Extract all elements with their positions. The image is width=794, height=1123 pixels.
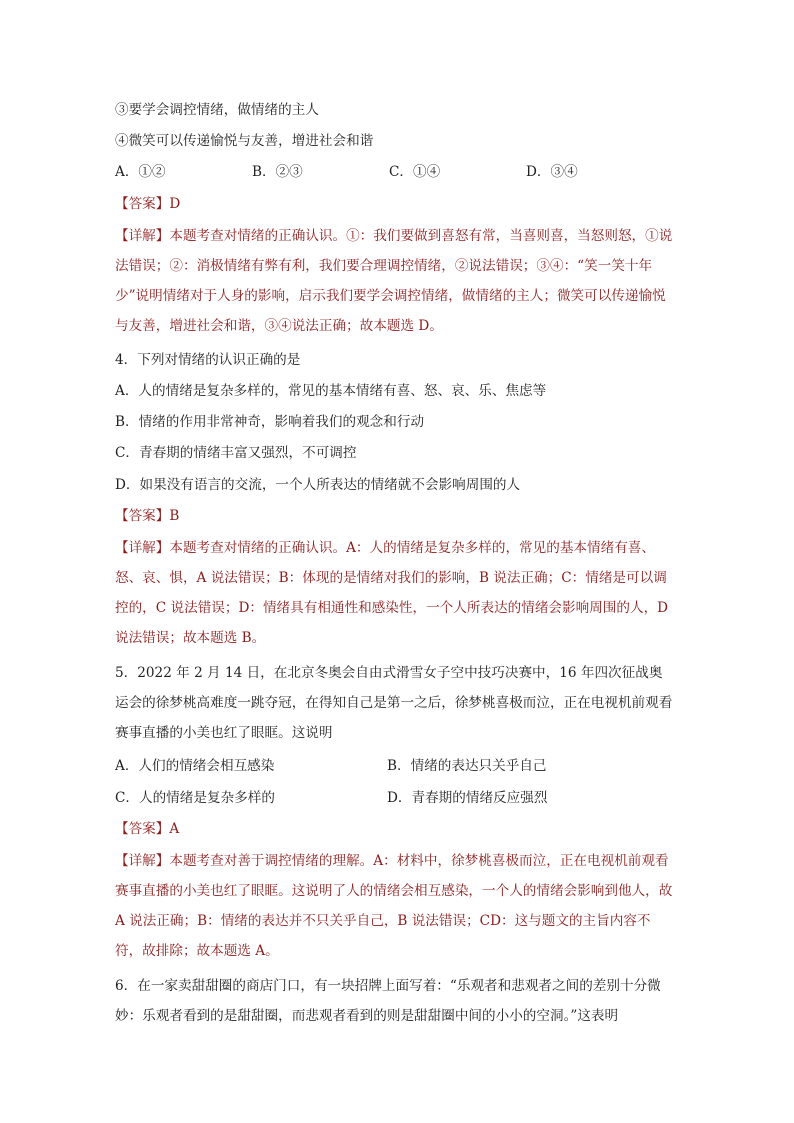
q4-answer	[115, 505, 675, 527]
q5-answer	[115, 818, 675, 840]
q3-item3: ③要学会调控情绪，做情绪的主人	[115, 102, 319, 118]
q5-option-c: C．人的情绪是复杂多样的	[115, 790, 275, 806]
q3-answer	[115, 193, 675, 215]
q4-stem: 4．下列对情绪的认识正确的是	[115, 352, 301, 368]
q4-detail	[115, 533, 675, 653]
q3-detail	[115, 221, 675, 341]
detail-label: 【详解】	[115, 853, 170, 869]
answer-value: A	[169, 821, 180, 837]
q5-stem: 5．2022 年 2 月 14 日，在北京冬奥会自由式滑雪女子空中技巧决赛中，16 年四次征战奥运会的徐梦桃高难度一跳夺冠，在得知自己是第一之后，徐梦桃喜极而泣，正在电视机前观看赛事直播的小美也红了眼眶。这说明	[115, 665, 673, 741]
q3-item4: ④微笑可以传递愉悦与友善，增进社会和谐	[115, 133, 374, 149]
q4-option-c: C．青春期的情绪丰富又强烈，不可调控	[115, 445, 357, 461]
q5-option-d: D．青春期的情绪反应强烈	[387, 790, 548, 806]
answer-label: 【答案】	[115, 196, 170, 212]
q3-options	[115, 161, 675, 183]
answer-label: 【答案】	[115, 821, 170, 837]
answer-value: B	[169, 508, 180, 524]
q6-stem: 6．在一家卖甜甜圈的商店门口，有一块招牌上面写着：“乐观者和悲观者之间的差别十分微妙：乐观者看到的是甜甜圈，而悲观者看到的则是甜甜圈中间的小小的空洞。”这表明	[115, 978, 661, 1024]
q3-option-b: B．②③	[252, 164, 303, 180]
q5-option-a: A．人们的情绪会相互感染	[115, 758, 275, 774]
detail-label: 【详解】	[115, 540, 170, 556]
q5-option-b: B．情绪的表达只关乎自己	[387, 758, 547, 774]
q3-option-d: D．③④	[526, 164, 578, 180]
q3-option-c: C．①④	[389, 164, 441, 180]
q4-option-a: A．人的情绪是复杂多样的，常见的基本情绪有喜、怒、哀、乐、焦虑等	[115, 383, 547, 399]
q3-option-a: A．①②	[115, 164, 166, 180]
answer-label: 【答案】	[115, 508, 170, 524]
detail-text: 本题考查对善于调控情绪的理解。A：材料中，徐梦桃喜极而泣，正在电视机前观看赛事直播的小美也红了眼眶。这说明了人的情绪会相互感染，一个人的情绪会影响到他人，故 A 说法正确；B：情绪的表达并不只关乎自己，B 说法错误；CD：这与题文的主旨内容不符，故排除；故本题选 A。	[115, 853, 673, 959]
answer-value: D	[169, 196, 181, 212]
q4-option-d: D．如果没有语言的交流，一个人所表达的情绪就不会影响周围的人	[115, 477, 521, 493]
detail-label: 【详解】	[115, 228, 170, 244]
q5-detail	[115, 846, 675, 966]
q5-options-row1	[115, 755, 675, 777]
detail-text: 本题考查对情绪的正确认识。A：人的情绪是复杂多样的，常见的基本情绪有喜、怒、哀、惧，A 说法错误；B：体现的是情绪对我们的影响，B 说法正确；C：情绪是可以调控的，C 说法错误；D：情绪具有相通性和感染性，一个人所表达的情绪会影响周围的人，D 说法错误；故本题选 B。	[115, 540, 669, 646]
q4-option-b: B．情绪的作用非常神奇，影响着我们的观念和行动	[115, 414, 425, 430]
detail-text: 本题考查对情绪的正确认识。①：我们要做到喜怒有常，当喜则喜，当怒则怒，①说法错误；②：消极情绪有弊有利，我们要合理调控情绪，②说法错误；③④：“笑一笑十年少”说明情绪对于人身的影响，启示我们要学会调控情绪，做情绪的主人；微笑可以传递愉悦与友善，增进社会和谐，③④说法正确；故本题选 D。	[115, 228, 673, 334]
q5-options-row2	[115, 787, 675, 809]
